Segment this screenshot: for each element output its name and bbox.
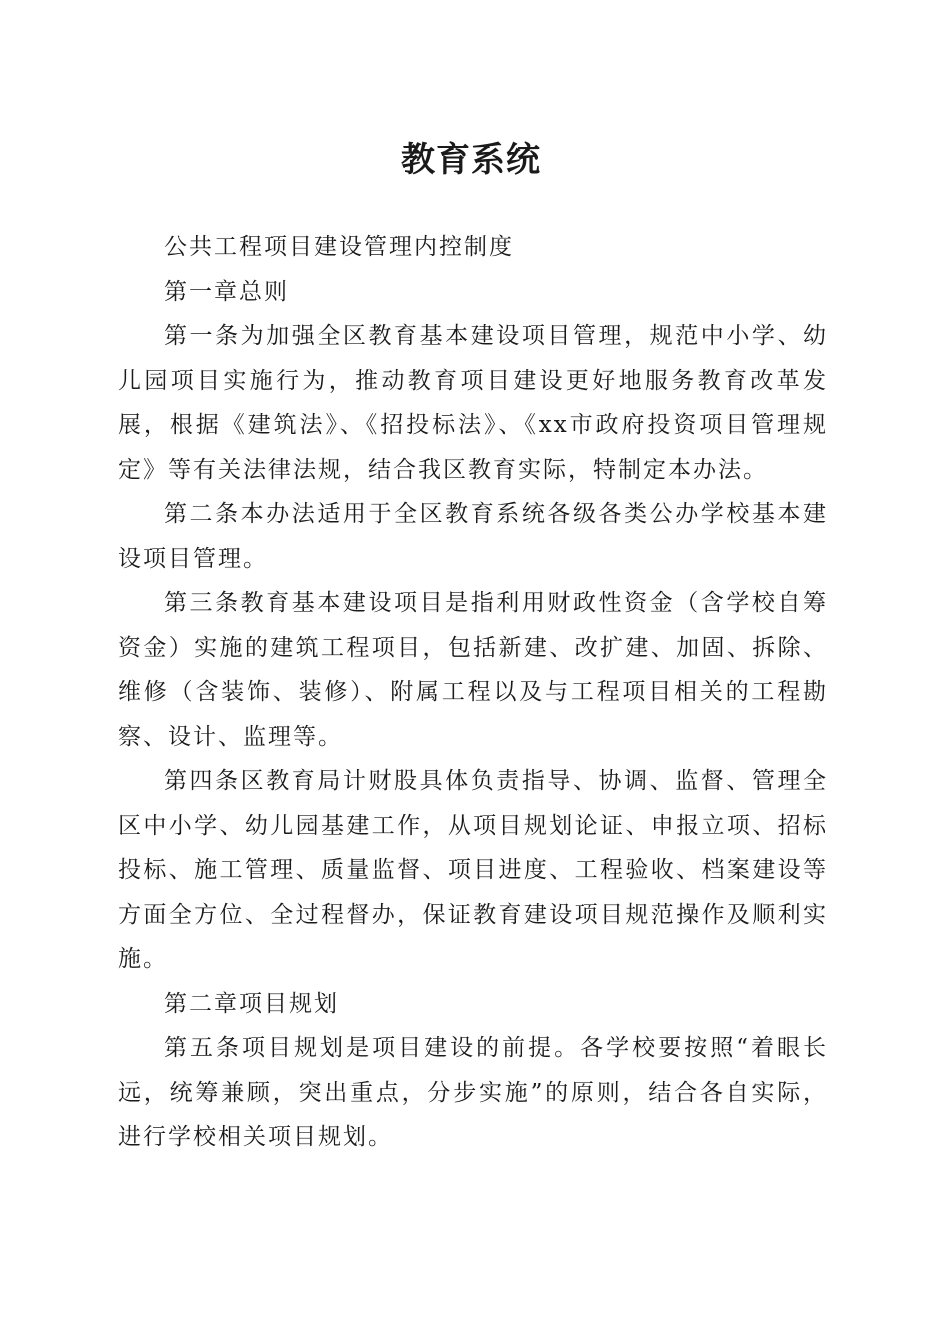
article-paragraph: 第二条本办法适用于全区教育系统各级各类公办学校基本建设项目管理。 bbox=[118, 501, 828, 572]
article-paragraph: 第五条项目规划是项目建设的前提。各学校要按照“着眼长远，统筹兼顾，突出重点，分步实施”的原则，结合各自实际，进行学校相关项目规划。 bbox=[118, 1035, 828, 1150]
document-title: 教育系统 bbox=[401, 140, 541, 180]
article-paragraph: 第三条教育基本建设项目是指利用财政性资金（含学校自筹资金）实施的建筑工程项目，包括新建、改扩建、加固、拆除、维修（含装饰、装修）、附属工程以及与工程项目相关的工程勘察、设计、监理等。 bbox=[118, 590, 828, 750]
chapter-heading: 第一章总则 bbox=[164, 278, 289, 305]
article-paragraph: 第四条区教育局计财股具体负责指导、协调、监督、管理全区中小学、幼儿园基建工作，从项目规划论证、申报立项、招标投标、施工管理、质量监督、项目进度、工程验收、档案建设等方面全方位、全过程督办，保证教育建设项目规范操作及顺利实施。 bbox=[118, 768, 828, 972]
chapter-heading: 第二章项目规划 bbox=[164, 990, 339, 1017]
document-body bbox=[118, 225, 828, 1160]
article-paragraph: 第一条为加强全区教育基本建设项目管理，规范中小学、幼儿园项目实施行为，推动教育项目建设更好地服务教育改革发展，根据《建筑法》、《招投标法》、《xx市政府投资项目管理规定》等有关法律法规，结合我区教育实际，特制定本办法。 bbox=[118, 323, 828, 483]
subtitle-paragraph: 公共工程项目建设管理内控制度 bbox=[164, 234, 514, 260]
